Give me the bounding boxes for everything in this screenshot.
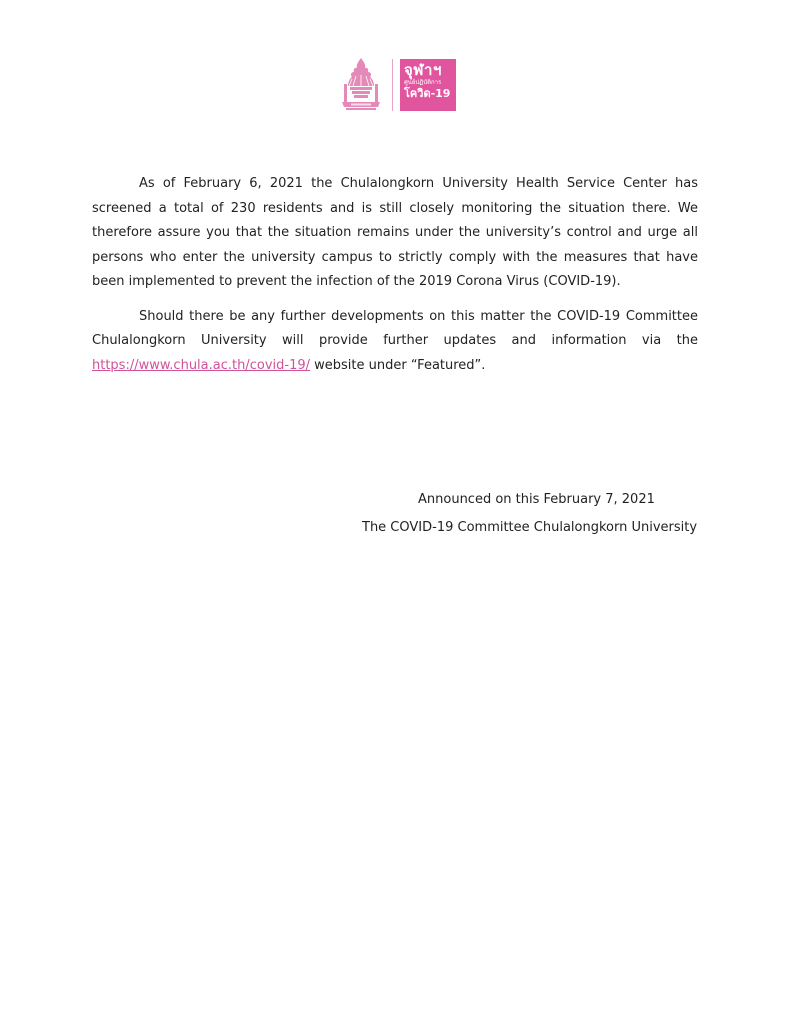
- paragraph-2-text: Should there be any further developments on this matter the COVID-19 Committee Chulalongkorn University will provide further updates and information via the: [92, 308, 698, 348]
- announcement-date: Announced on this February 7, 2021: [418, 492, 655, 507]
- covid-center-badge: [400, 59, 456, 111]
- header-logo: [336, 56, 460, 114]
- badge-title: จุฬาฯ: [404, 61, 442, 79]
- paragraph-2: [92, 305, 698, 379]
- chula-emblem-icon: [336, 56, 386, 114]
- logo-divider: [392, 59, 393, 111]
- paragraph-1: As of February 6, 2021 the Chulalongkorn University Health Service Center has screened a total of 230 residents and is still closely monitoring the situation there. We therefore assure you that the situation remains under the university’s control and urge all persons who enter the university campus to strictly comply with the measures that have been implemented to prevent the infection of the 2019 Corona Virus (COVID-19).: [92, 176, 698, 289]
- badge-subtitle: ศูนย์ปฏิบัติการ: [404, 79, 442, 86]
- committee-signature: The COVID-19 Committee Chulalongkorn University: [362, 520, 698, 535]
- badge-covid-label: โควิด-19: [404, 87, 451, 100]
- announcement-body: [92, 172, 698, 378]
- covid-website-link[interactable]: https://www.chula.ac.th/covid-19/: [92, 357, 311, 373]
- paragraph-2-tail: website under “Featured”.: [310, 357, 486, 373]
